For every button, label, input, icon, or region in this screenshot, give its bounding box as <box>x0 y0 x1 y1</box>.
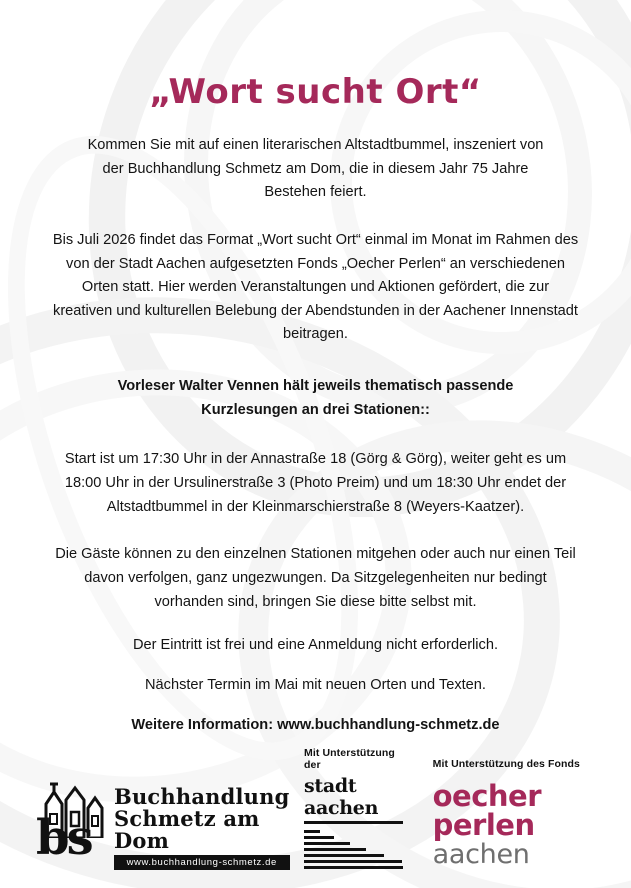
logo-buchhandlung-schmetz <box>34 774 290 874</box>
poster-body <box>46 118 585 737</box>
paragraph-intro: Kommen Sie mit auf einen literarischen Altstadtbummel, inszeniert von der Buchhandlung Schmetz am Dom, die in diesem Jahr 75 Jahre Bestehen feiert. <box>87 137 544 201</box>
stadt-steps-icon <box>304 828 403 872</box>
perlen-wordmark: oecher perlen <box>432 779 542 843</box>
paragraph-weitere-information <box>46 714 585 738</box>
bs-letters: bs <box>36 810 91 866</box>
paragraph-vorleser: Vorleser Walter Vennen hält jeweils thematisch passende Kurzlesungen an drei Stationen:: <box>117 378 514 418</box>
paragraph-format: Bis Juli 2026 findet das Format „Wort sucht Ort“ einmal im Monat im Rahmen des von der Stadt Aachen aufgesetzten Fonds „Oecher Perlen“ an verschiedenen Orten statt. Hier werden Veranstaltungen und Aktionen gefördert, die zur kreativen und kulturellen Belebung der Abendstunden in der Aachener Innenstadt beitragen. <box>52 231 579 343</box>
weitere-information-label: Weitere Information: <box>131 716 274 733</box>
paragraph-stationen: Start ist um 17:30 Uhr in der Annastraße 18 (Görg & Görg), weiter geht es um 18:00 Uhr in der Ursulinerstraße 3 (Photo Preim) und um 18:30 Uhr endet der Altstadtbummel in der Kleinmarschierstraße 8 (Weyers-Kaatzer). <box>64 451 567 515</box>
logo-oecher-perlen <box>433 758 597 874</box>
paragraph-termin: Nächster Termin im Mai mit neuen Orten und Texten. <box>145 676 486 693</box>
buchhandlung-wordmark <box>110 783 290 874</box>
stadt-wordmark: stadt aachen <box>304 775 403 824</box>
page-title: „Wort sucht Ort“ <box>149 72 482 112</box>
paragraph-gaeste: Die Gäste können zu den einzelnen Stationen mitgehen oder auch nur einen Teil davon verfolgen, ganz ungezwungen. Da Sitzgelegenheiten nur bedingt vorhanden sind, bringen Sie diese bitte selbst mit. <box>55 546 576 610</box>
footer-logos <box>0 747 631 874</box>
paragraph-eintritt: Der Eintritt ist frei und eine Anmeldung nicht erforderlich. <box>132 637 499 654</box>
buchhandlung-line1: Buchhandlung <box>114 783 290 809</box>
bs-monogram <box>34 782 110 874</box>
perlen-subword: aachen <box>432 839 530 871</box>
buchhandlung-url: www.buchhandlung-schmetz.de <box>114 855 290 870</box>
website-link[interactable]: www.buchhandlung-schmetz.de <box>277 716 500 733</box>
logo-stadt-aachen <box>304 747 403 874</box>
stadt-caption: Mit Unterstützung der <box>304 747 395 771</box>
perlen-caption: Mit Unterstützung des Fonds <box>432 758 580 771</box>
buchhandlung-line2: Schmetz am Dom <box>114 805 260 853</box>
